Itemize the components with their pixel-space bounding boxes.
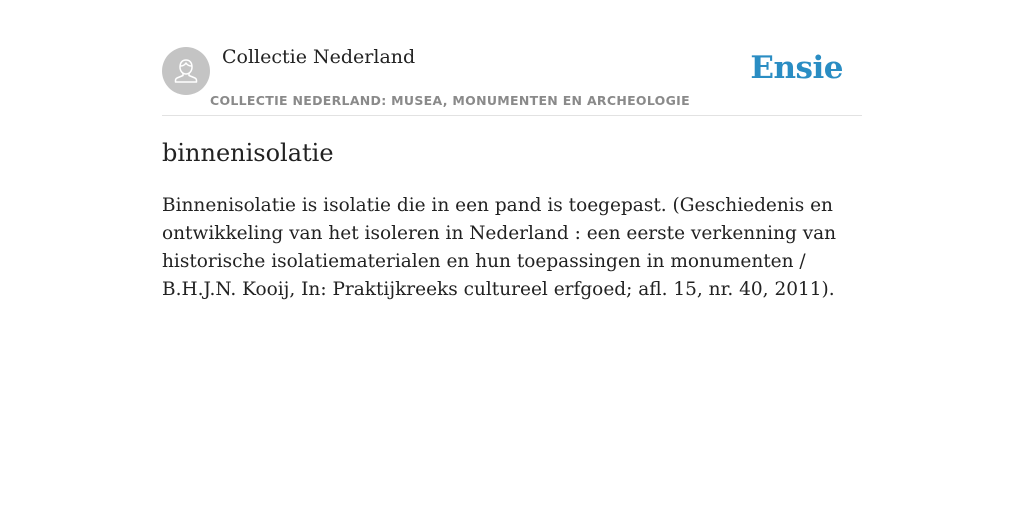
entry-term: binnenisolatie <box>162 139 334 167</box>
ensie-logo[interactable]: Ensie <box>750 50 843 86</box>
header <box>162 0 862 116</box>
author-name[interactable]: Collectie Nederland <box>222 46 416 68</box>
entry-definition: Binnenisolatie is isolatie die in een pand is toegepast. (Geschiedenis en ontwikkeling van het isoleren in Nederland : een eerste verkenning van historische isolatiematerialen en hun toepassingen in monumenten / B.H.J.N. Kooij, In: Praktijkreeks cultureel erfgoed; afl. 15, nr. 40, 2011). <box>162 195 837 300</box>
author-avatar[interactable] <box>162 47 210 95</box>
user-silhouette-icon <box>171 56 201 86</box>
collection-link[interactable]: COLLECTIE NEDERLAND: MUSEA, MONUMENTEN EN ARCHEOLOGIE <box>210 93 690 108</box>
